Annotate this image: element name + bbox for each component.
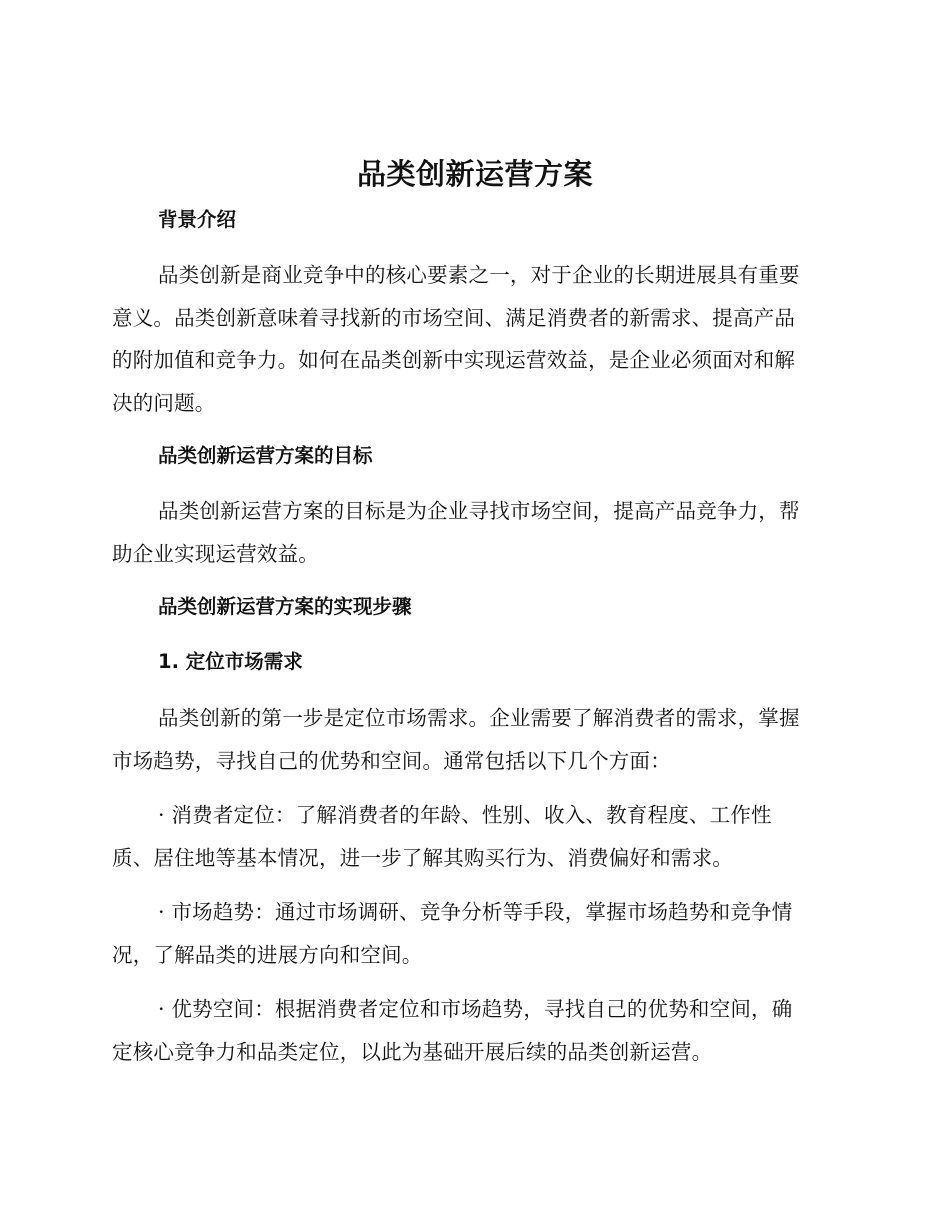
background-paragraph [112,254,834,424]
paragraph-line: 助企业实现运营效益。 [112,541,319,566]
step1-heading: 1. 定位市场需求 [158,650,303,673]
paragraph-line: 品类创新运营方案的目标是为企业寻找市场空间，提高产品竞争力，帮 [158,499,800,523]
paragraph-line: 品类创新是商业竞争中的核心要素之一，对于企业的长期进展具有重要 [158,263,800,287]
bullet-line: 质、居住地等基本情况，进一步了解其购买行为、消费偏好和需求。 [112,845,733,870]
section-heading-background: 背景介绍 [158,208,237,231]
bullet-consumer-positioning [112,794,834,879]
bullet-line: 定核心竞争力和品类定位，以此为基础开展后续的品类创新运营。 [112,1039,713,1064]
goal-paragraph [112,490,834,575]
document-title: 品类创新运营方案 [356,157,593,191]
section-heading-goal: 品类创新运营方案的目标 [158,444,373,467]
paragraph-line: 市场趋势，寻找自己的优势和空间。通常包括以下几个方面： [112,748,671,773]
section-heading-steps: 品类创新运营方案的实现步骤 [158,595,412,618]
bullet-line: 况，了解品类的进展方向和空间。 [112,942,423,967]
paragraph-line: 决的问题。 [112,390,216,415]
bullet-market-trend [112,891,834,976]
bullet-advantage-space [112,988,834,1073]
step1-paragraph [112,697,834,782]
bullet-line: · 消费者定位：了解消费者的年龄、性别、收入、教育程度、工作性 [158,803,772,827]
bullet-line: · 优势空间：根据消费者定位和市场趋势，寻找自己的优势和空间，确 [158,997,793,1021]
paragraph-line: 意义。品类创新意味着寻找新的市场空间、满足消费者的新需求、提高产品 [112,305,796,330]
paragraph-line: 的附加值和竞争力。如何在品类创新中实现运营效益，是企业必须面对和解 [112,348,796,372]
paragraph-line: 品类创新的第一步是定位市场需求。企业需要了解消费者的需求，掌握 [158,706,800,730]
bullet-line: · 市场趋势：通过市场调研、竞争分析等手段，掌握市场趋势和竞争情 [158,900,793,924]
